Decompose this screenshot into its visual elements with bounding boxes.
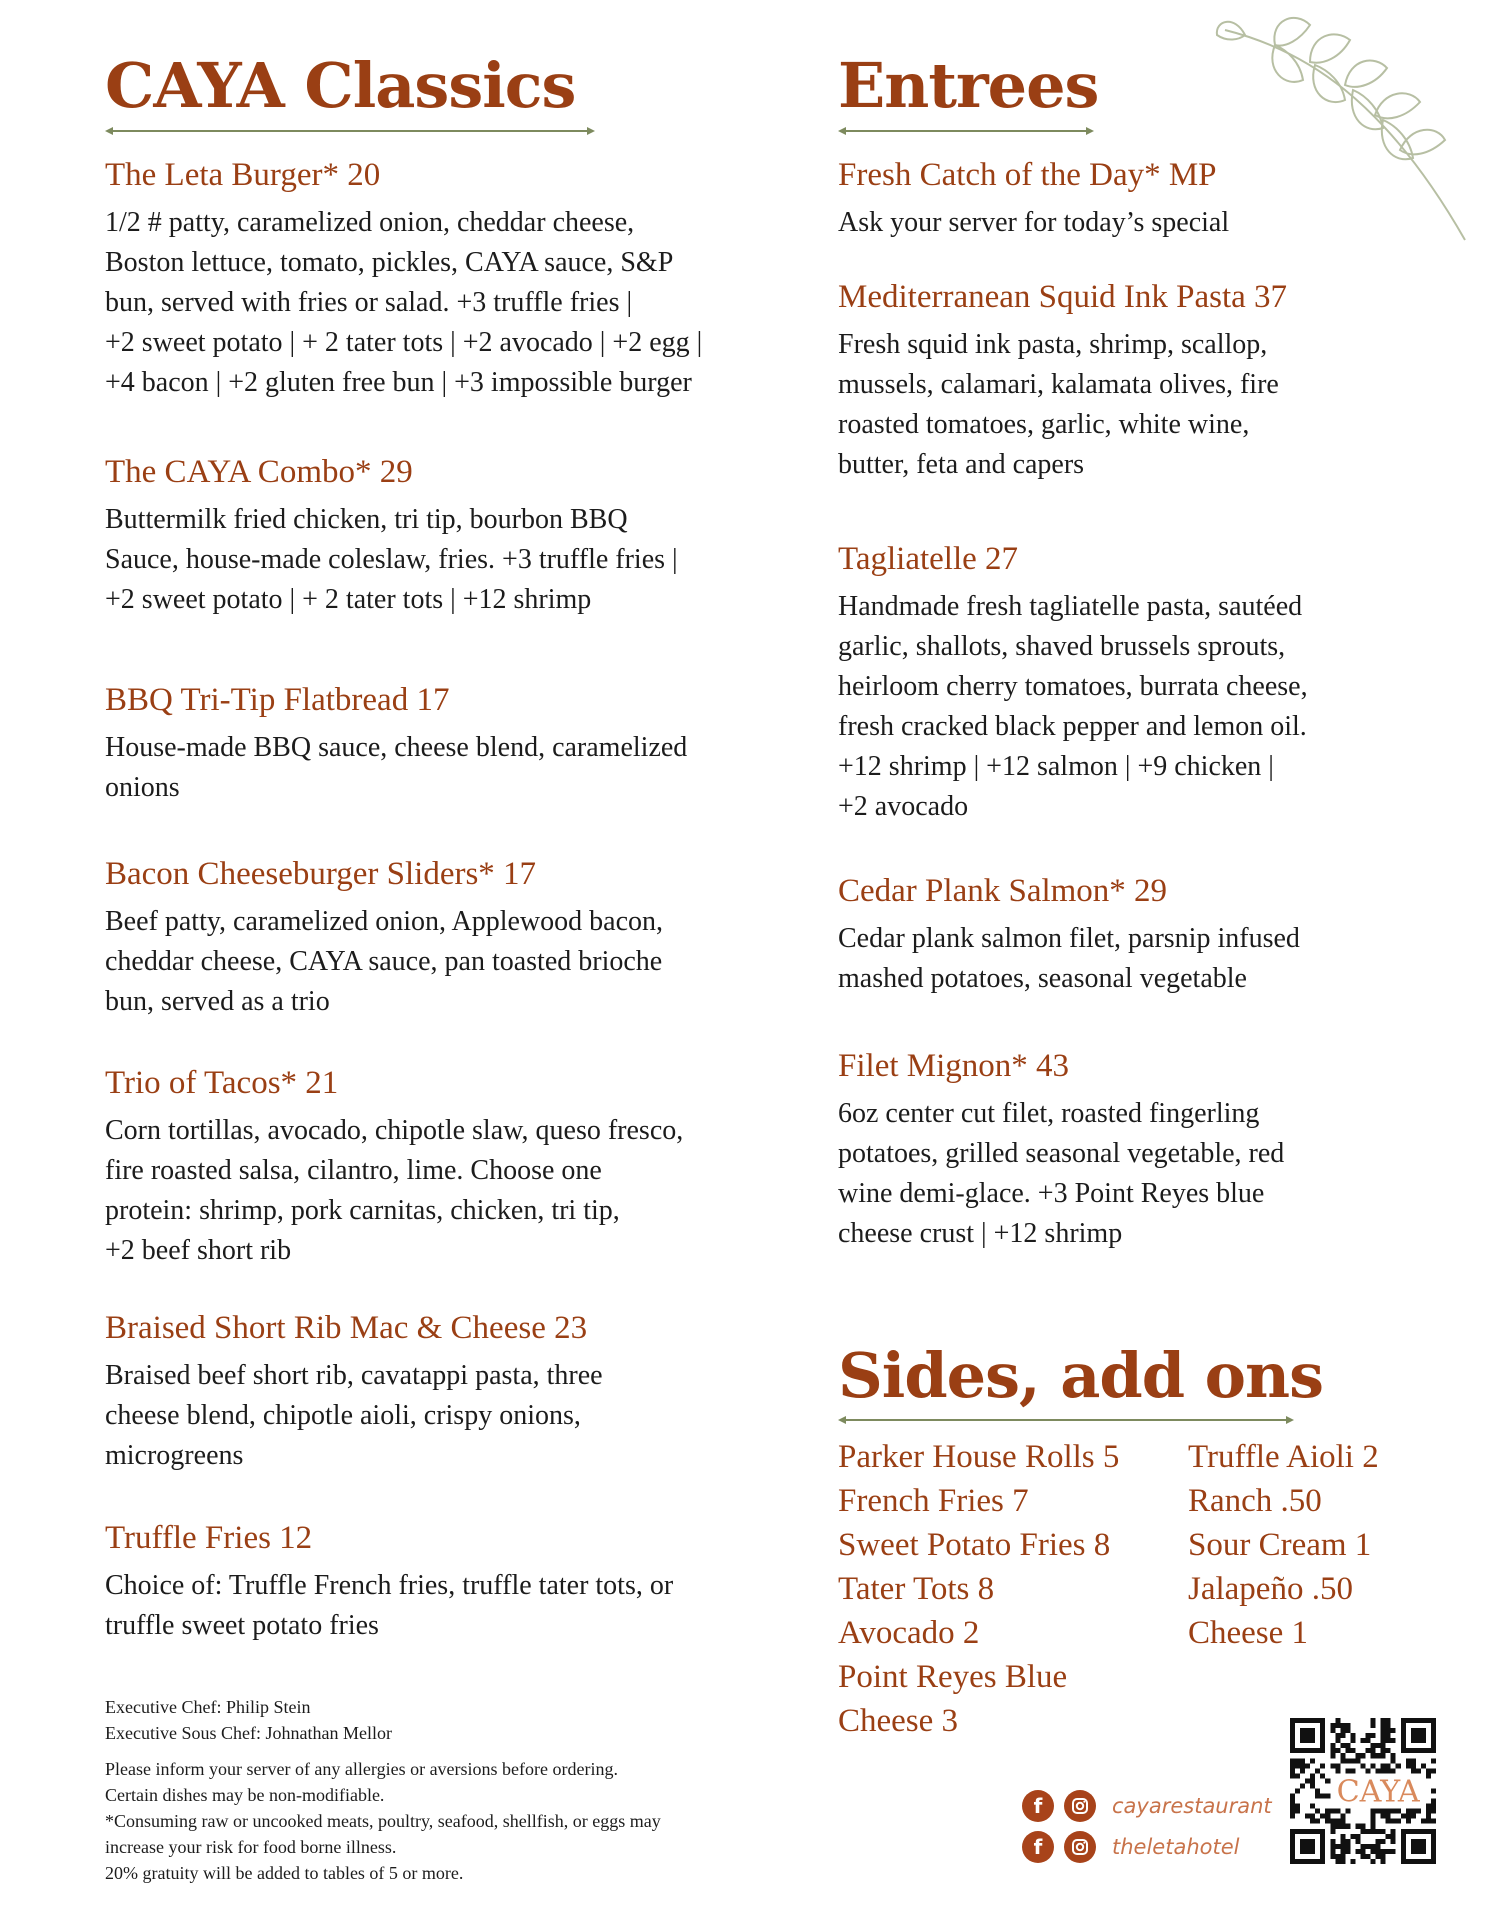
sides-title: Sides, add ons bbox=[838, 1339, 1323, 1412]
menu-item bbox=[838, 871, 1448, 999]
classics-divider bbox=[105, 124, 595, 138]
menu-item bbox=[105, 1518, 785, 1646]
side-item: Point Reyes Blue bbox=[838, 1659, 1068, 1695]
qr-code[interactable] bbox=[1290, 1718, 1436, 1864]
menu-item-description: Fresh squid ink pasta, shrimp, scallop, mussels, calamari, kalamata olives, fire roasted tomatoes, garlic, white wine, butter, feta and capers bbox=[838, 329, 1279, 480]
menu-item-description: Handmade fresh tagliatelle pasta, sautéed garlic, shallots, shaved brussels sprouts, heirloom cherry tomatoes, burrata cheese, fresh cracked black pepper and lemon oil. +12 shrimp | +12 salmon | +9 chicken | +2 avocado bbox=[838, 591, 1308, 822]
menu-item bbox=[105, 1308, 785, 1476]
menu-item-description: Cedar plank salmon filet, parsnip infused mashed potatoes, seasonal vegetable bbox=[838, 923, 1300, 994]
menu-item bbox=[105, 680, 785, 808]
chef-credits: Executive Chef: Philip Stein Executive Sous Chef: Johnathan Mellor bbox=[105, 1697, 392, 1743]
social-handle[interactable]: theletahotel bbox=[1112, 1835, 1240, 1859]
entrees-divider bbox=[838, 124, 1094, 138]
side-item: Avocado 2 bbox=[838, 1615, 980, 1651]
side-item: Truffle Aioli 2 bbox=[1188, 1439, 1379, 1475]
menu-item-name: BBQ Tri-Tip Flatbread 17 bbox=[105, 682, 450, 718]
menu-item-description: Beef patty, caramelized onion, Applewood bacon, cheddar cheese, CAYA sauce, pan toasted brioche bun, served as a trio bbox=[105, 906, 663, 1017]
side-item: Jalapeño .50 bbox=[1188, 1571, 1353, 1607]
menu-item-name: Tagliatelle 27 bbox=[838, 541, 1019, 577]
menu-item bbox=[105, 452, 785, 620]
side-item: Sour Cream 1 bbox=[1188, 1527, 1372, 1563]
menu-item bbox=[838, 1046, 1448, 1254]
menu-item-description: 1/2 # patty, caramelized onion, cheddar cheese, Boston lettuce, tomato, pickles, CAYA sauce, S&P bun, served with fries or salad. +3 truffle fries | +2 sweet potato | + 2 tater tots | +2 avocado | +2 egg | +4 bacon | +2 gluten free bun | +3 impossible burger bbox=[105, 207, 703, 398]
menu-item-name: The Leta Burger* 20 bbox=[105, 157, 381, 193]
side-item: Cheese 3 bbox=[838, 1703, 959, 1739]
side-item: Cheese 1 bbox=[1188, 1615, 1309, 1651]
social-handle[interactable]: cayarestaurant bbox=[1112, 1794, 1272, 1818]
menu-item-name: Truffle Fries 12 bbox=[105, 1520, 313, 1556]
menu-item-name: Braised Short Rib Mac & Cheese 23 bbox=[105, 1310, 588, 1346]
menu-item-name: Fresh Catch of the Day* MP bbox=[838, 157, 1217, 193]
qr-logo: CAYA bbox=[1336, 1774, 1420, 1810]
social-row-restaurant bbox=[1022, 1790, 1272, 1822]
menu-item-description: Corn tortillas, avocado, chipotle slaw, queso fresco, fire roasted salsa, cilantro, lime. Choose one protein: shrimp, pork carnitas, chicken, tri tip, +2 beef short rib bbox=[105, 1115, 684, 1266]
sides-divider bbox=[838, 1413, 1294, 1427]
menu-item-description: Braised beef short rib, cavatappi pasta, three cheese blend, chipotle aioli, crispy onions, microgreens bbox=[105, 1360, 603, 1471]
menu-item-description: House-made BBQ sauce, cheese blend, caramelized onions bbox=[105, 732, 688, 803]
social-row-hotel bbox=[1022, 1831, 1239, 1863]
sides-list-left bbox=[838, 1435, 1119, 1743]
menu-item bbox=[838, 539, 1448, 827]
menu-item-description: Choice of: Truffle French fries, truffle tater tots, or truffle sweet potato fries bbox=[105, 1570, 674, 1641]
side-item: French Fries 7 bbox=[838, 1483, 1029, 1519]
side-item: Ranch .50 bbox=[1188, 1483, 1322, 1519]
menu-item-name: Trio of Tacos* 21 bbox=[105, 1065, 339, 1101]
facebook-icon[interactable]: f bbox=[1022, 1831, 1054, 1863]
menu-item bbox=[105, 854, 785, 1022]
instagram-icon[interactable] bbox=[1064, 1831, 1096, 1863]
menu-item-name: Filet Mignon* 43 bbox=[838, 1048, 1070, 1084]
classics-title: CAYA Classics bbox=[105, 49, 576, 122]
side-item: Parker House Rolls 5 bbox=[838, 1439, 1120, 1475]
menu-item-name: Mediterranean Squid Ink Pasta 37 bbox=[838, 279, 1288, 315]
menu-item bbox=[105, 1063, 785, 1271]
side-item: Sweet Potato Fries 8 bbox=[838, 1527, 1111, 1563]
menu-item-description: 6oz center cut filet, roasted fingerling potatoes, grilled seasonal vegetable, red wine demi-glace. +3 Point Reyes blue cheese crust | +12 shrimp bbox=[838, 1098, 1285, 1249]
menu-item-name: The CAYA Combo* 29 bbox=[105, 454, 413, 490]
menu-item-name: Cedar Plank Salmon* 29 bbox=[838, 873, 1168, 909]
menu-item-name: Bacon Cheeseburger Sliders* 17 bbox=[105, 856, 537, 892]
menu-item bbox=[838, 277, 1448, 485]
entrees-title: Entrees bbox=[838, 49, 1099, 122]
sides-list-right bbox=[1188, 1435, 1379, 1655]
menu-item bbox=[838, 155, 1448, 243]
menu-item-description: Ask your server for today’s special bbox=[838, 207, 1230, 238]
facebook-icon[interactable]: f bbox=[1022, 1790, 1054, 1822]
instagram-icon[interactable] bbox=[1064, 1790, 1096, 1822]
menu-item bbox=[105, 155, 785, 403]
menu-item-description: Buttermilk fried chicken, tri tip, bourbon BBQ Sauce, house-made coleslaw, fries. +3 truffle fries | +2 sweet potato | + 2 tater tots | +12 shrimp bbox=[105, 504, 678, 615]
side-item: Tater Tots 8 bbox=[838, 1571, 995, 1607]
footer-notes: Please inform your server of any allergies or aversions before ordering. Certain dishes may be non-modifiable. *Consuming raw or uncooked meats, poultry, seafood, shellfish, or eggs may increase your risk for food borne illness. 20% gratuity will be added to tables of 5 or more. bbox=[105, 1759, 661, 1883]
